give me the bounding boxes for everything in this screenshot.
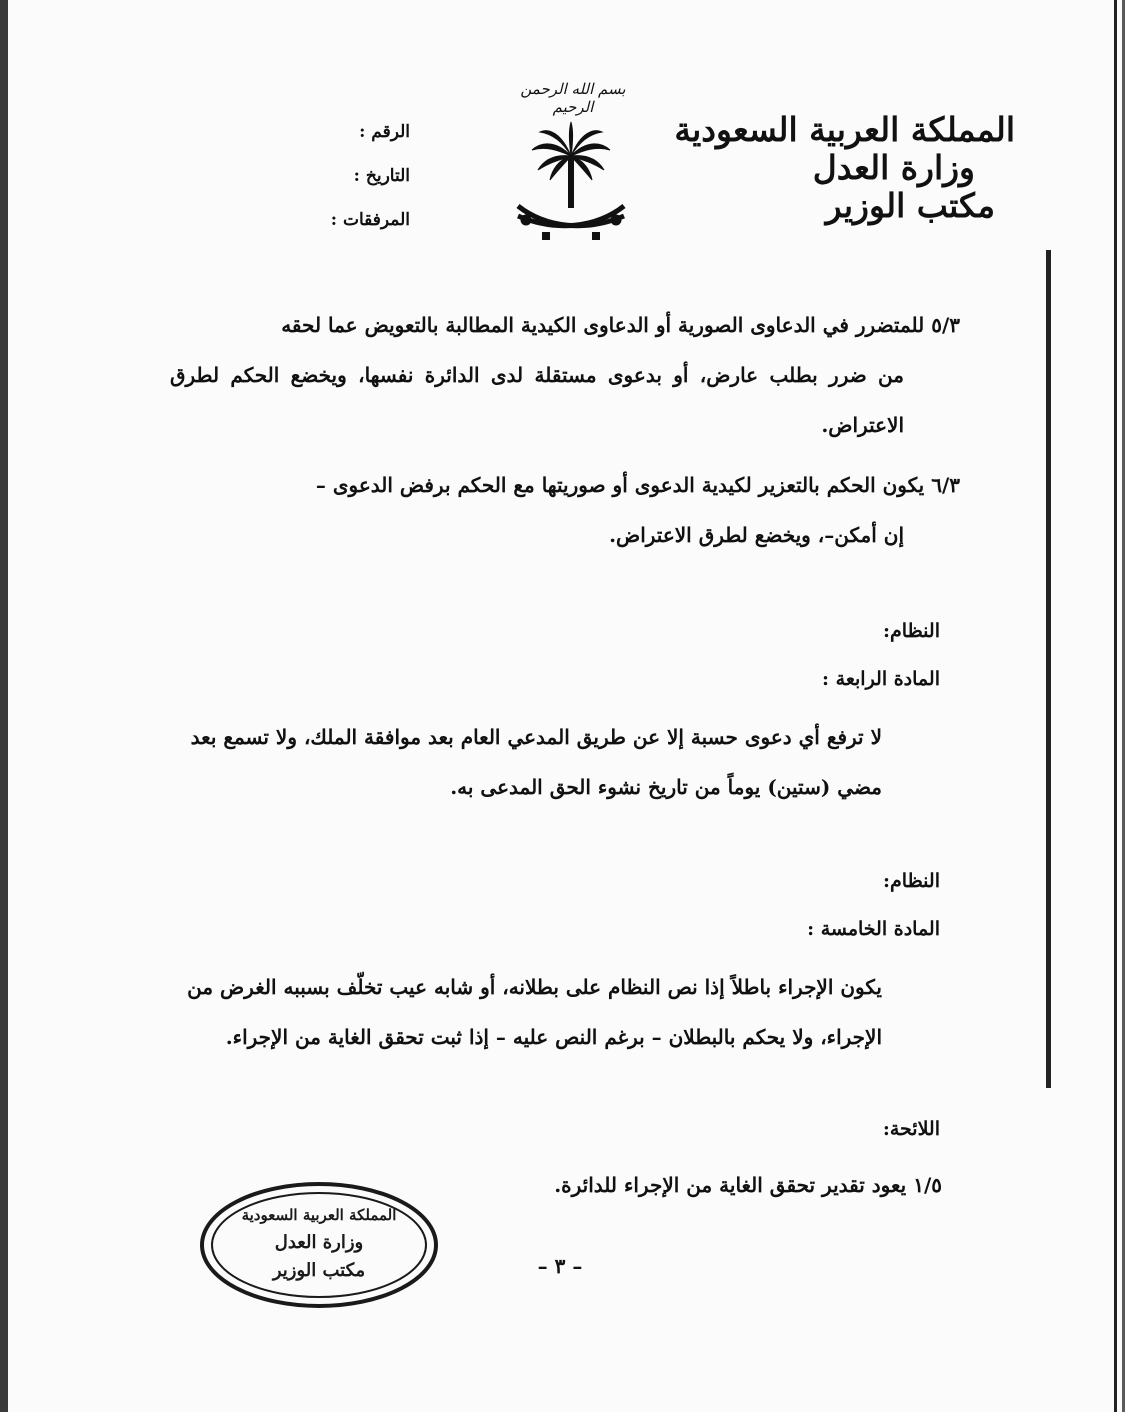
stamp-line-3: مكتب الوزير [272,1260,366,1281]
page-number: – ٣ – [537,1254,583,1278]
reference-date-label: التاريخ : [353,166,410,186]
reference-fields [290,118,410,250]
article-4-system-label: النظام: [883,620,940,642]
reference-number-label: الرقم : [359,122,410,142]
letterhead-office: مكتب الوزير [825,186,995,225]
article-5-text: يكون الإجراء باطلاً إذا نص النظام على بطلانه، أو شابه عيب تخلّف بسببه الغرض من الإجراء، ولا يحكم بالبطلان – برغم النص عليه – إذا ثبت تحقق الغاية من الإجراء. [187,975,882,1049]
article-5-system-label: النظام: [883,870,940,892]
regulation-item-line [554,1173,942,1197]
basmala: بسم الله الرحمن الرحيم [520,80,626,116]
article-5-title: المادة الخامسة : [807,918,940,940]
item-6-3-continuation: إن أمكن–، ويخضع لطرق الاعتراض. [609,523,904,547]
article-4-body [170,712,942,812]
letterhead-ministry: وزارة العدل [812,148,975,187]
letterhead [674,110,1015,225]
item-6-3-line1 [170,460,960,510]
item-6-3 [170,460,960,560]
regulation-item-number: ١/٥ [913,1173,942,1197]
item-6-3-text: يكون الحكم بالتعزير لكيدية الدعوى أو صوريتها مع الحكم برفض الدعوى – [315,473,925,497]
letterhead-kingdom: المملكة العربية السعودية [674,110,1015,149]
left-scan-border [0,0,8,1412]
regulation-item-text: يعود تقدير تحقق الغاية من الإجراء للدائرة. [554,1173,907,1197]
item-6-3-number: ٦/٣ [931,473,960,497]
stamp-line-2: وزارة العدل [274,1232,364,1253]
item-5-3-line1 [170,300,960,350]
saudi-emblem-icon [506,120,636,250]
reference-attachments-label: المرفقات : [330,210,410,230]
article-4-title: المادة الرابعة : [822,668,940,690]
scan-margin-line [1046,250,1051,1088]
item-5-3-text: للمتضرر في الدعاوى الصورية أو الدعاوى الكيدية المطالبة بالتعويض عما لحقه [281,313,925,337]
item-5-3-continuation: من ضرر بطلب عارض، أو بدعوى مستقلة لدى الدائرة نفسها، ويخضع الحكم لطرق الاعتراض. [170,363,904,437]
article-4-text: لا ترفع أي دعوى حسبة إلا عن طريق المدعي العام بعد موافقة الملك، ولا تسمع بعد مضي (ستين) يوماً من تاريخ نشوء الحق المدعى به. [190,725,882,799]
right-inner-border [1114,0,1117,1412]
stamp-line-1: المملكة العربية السعودية [241,1206,397,1224]
article-5-body [170,962,942,1062]
item-5-3 [170,300,960,450]
item-5-3-number: ٥/٣ [931,313,960,337]
ministry-stamp [198,1180,440,1310]
regulation-label: اللائحة: [882,1118,940,1140]
